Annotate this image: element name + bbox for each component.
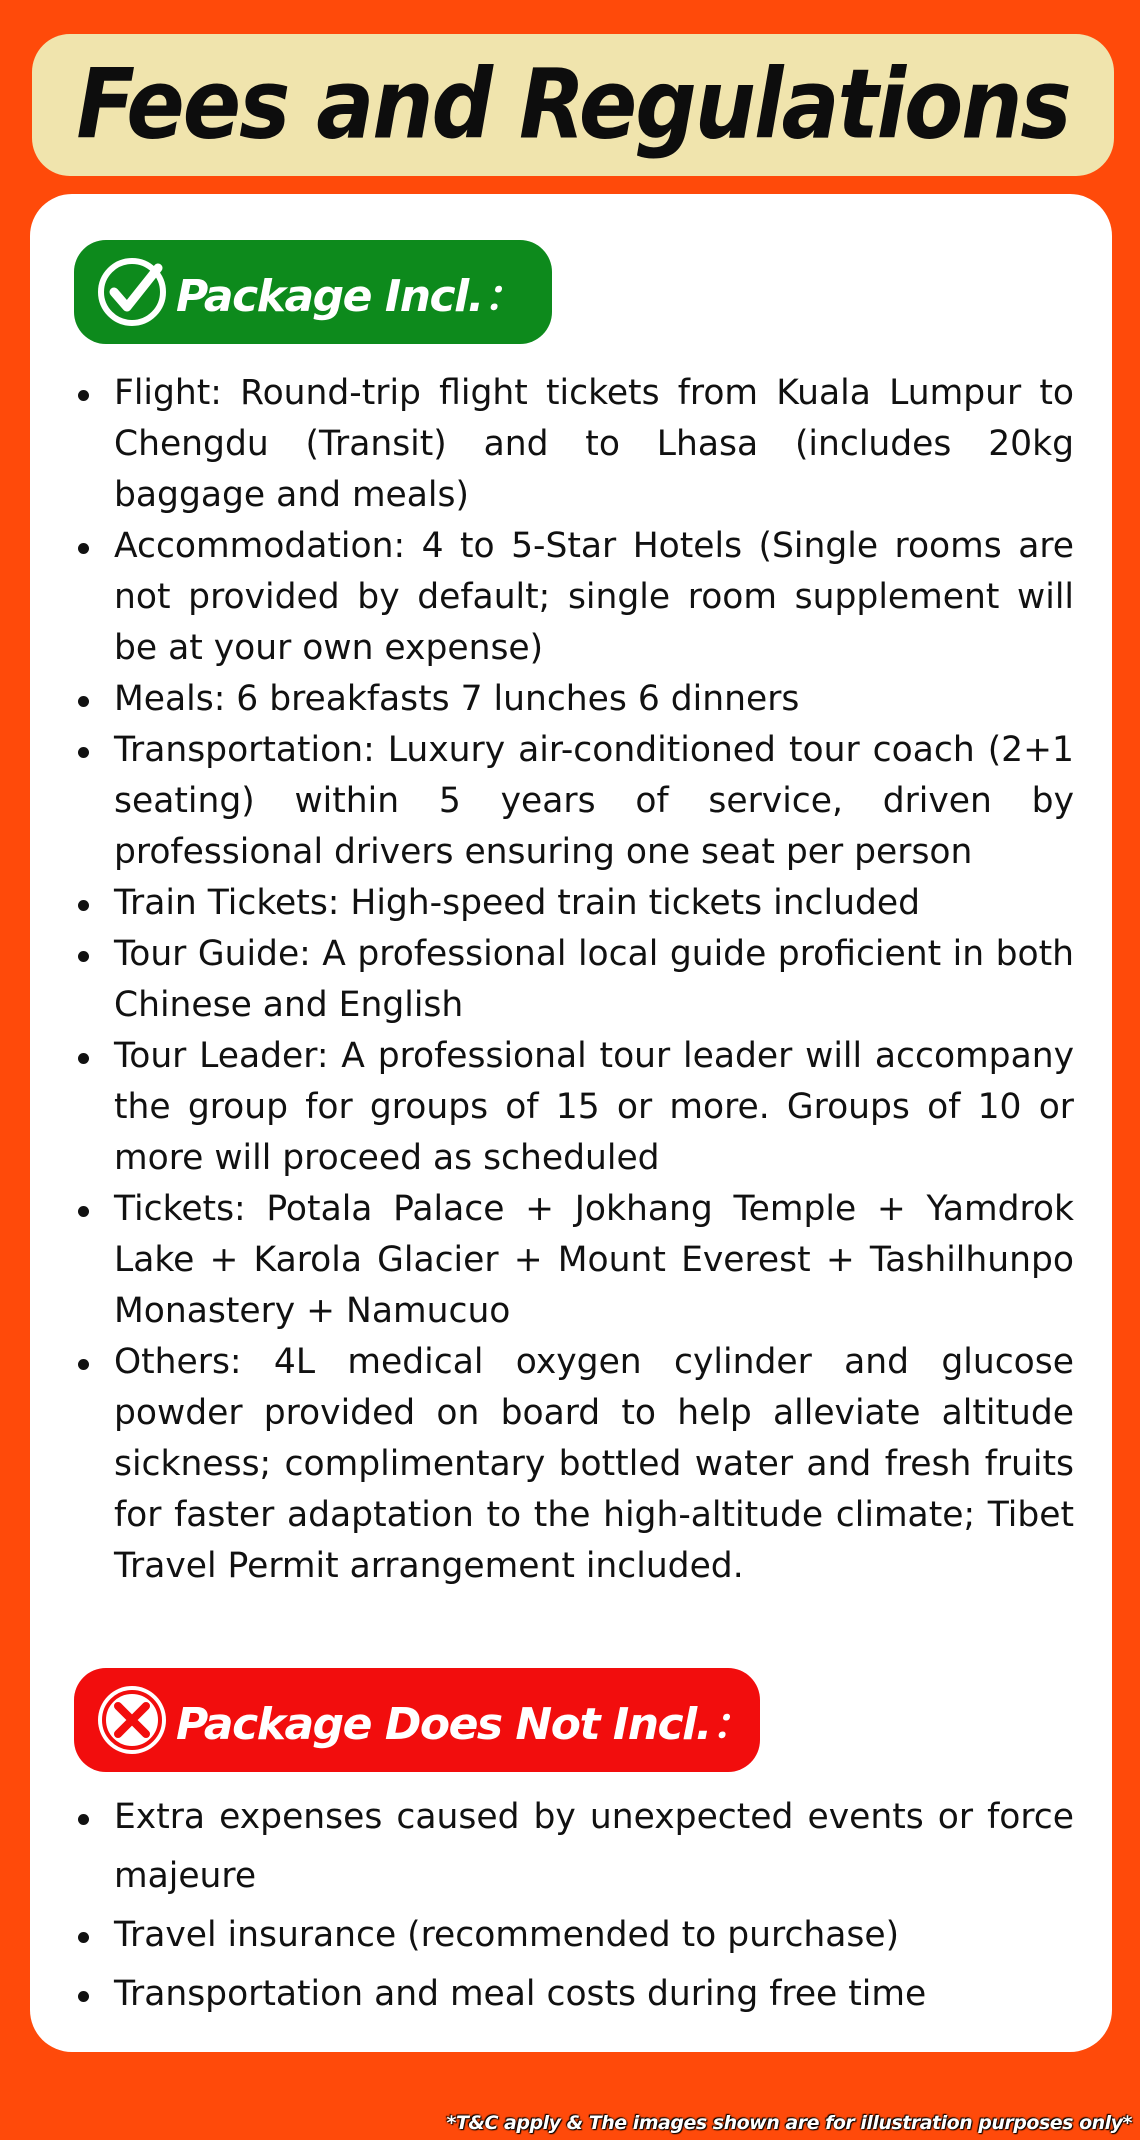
- list-item: Tickets: Potala Palace + Jokhang Temple + Yamdrok Lake + Karola Glacier + Mount Everest + Tashilhunpo Monastery + Namucuo: [110, 1184, 1074, 1337]
- list-item: Others: 4L medical oxygen cylinder and glucose powder provided on board to help alleviate altitude sickness; complimentary bottled water and fresh fruits for faster adaptation to the high-altitude climate; Tibet Travel Permit arrangement included.: [110, 1337, 1074, 1592]
- list-item: Transportation: Luxury air-conditioned tour coach (2+1 seating) within 5 years of service, driven by professional drivers ensuring one seat per person: [110, 725, 1074, 878]
- page-title: Fees and Regulations: [76, 49, 1070, 161]
- list-item: Accommodation: 4 to 5-Star Hotels (Single rooms are not provided by default; single room supplement will be at your own expense): [110, 521, 1074, 674]
- list-item: Travel insurance (recommended to purchase): [110, 1906, 1074, 1965]
- list-item: Meals: 6 breakfasts 7 lunches 6 dinners: [110, 674, 1074, 725]
- title-banner: [32, 34, 1114, 176]
- excluded-list: [110, 1788, 1074, 2024]
- package-included-header: [74, 240, 552, 344]
- list-item: Flight: Round-trip flight tickets from Kuala Lumpur to Chengdu (Transit) and to Lhasa (includes 20kg baggage and meals): [110, 368, 1074, 521]
- list-item: Tour Guide: A professional local guide proficient in both Chinese and English: [110, 929, 1074, 1031]
- check-circle-icon: [94, 254, 170, 330]
- package-included-label: Package Incl.：: [176, 271, 526, 322]
- content-panel: [30, 194, 1112, 2052]
- list-item: Tour Leader: A professional tour leader will accompany the group for groups of 15 or more. Groups of 10 or more will proceed as scheduled: [110, 1031, 1074, 1184]
- package-excluded-label: Package Does Not Incl.：: [176, 1699, 754, 1750]
- included-list: [110, 368, 1074, 1592]
- list-item: Transportation and meal costs during free time: [110, 1965, 1074, 2024]
- package-excluded-header: [74, 1668, 760, 1772]
- disclaimer-note: *T&C apply & The images shown are for illustration purposes only*: [446, 2112, 1132, 2134]
- x-circle-icon: [94, 1682, 170, 1758]
- list-item: Extra expenses caused by unexpected events or force majeure: [110, 1788, 1074, 1906]
- list-item: Train Tickets: High-speed train tickets included: [110, 878, 1074, 929]
